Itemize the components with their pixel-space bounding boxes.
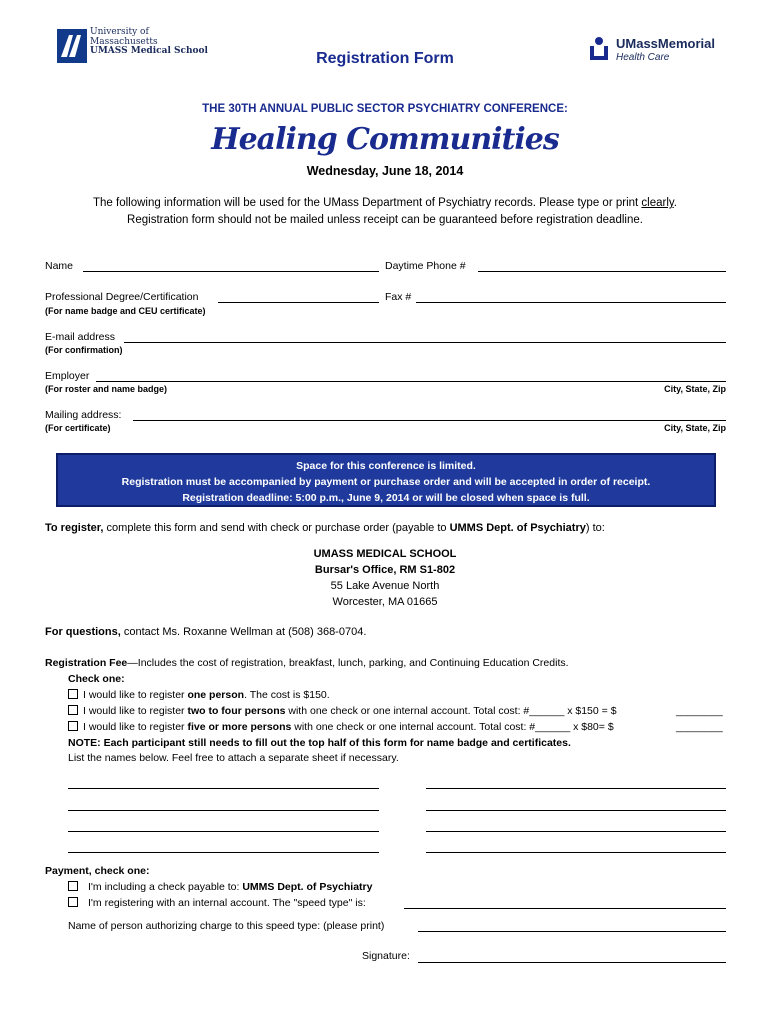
fee-option-bold: two to four persons: [187, 705, 286, 717]
degree-label: Professional Degree/Certification: [45, 291, 199, 303]
mailing-address-block: [0, 546, 770, 610]
umassmemorial-logo-line1: UMassMemorial: [616, 36, 715, 51]
fee-note: NOTE: Each participant still needs to fill out the top half of this form for name badge and certificates.: [68, 737, 571, 749]
participant-name-input[interactable]: [426, 788, 726, 789]
mailing-input[interactable]: [133, 420, 726, 421]
logo-line-1: University of: [90, 27, 149, 37]
notice-line-3: Registration deadline: 5:00 p.m., June 9, 2014 or will be closed when space is full.: [182, 492, 590, 504]
signature-label: Signature:: [362, 950, 410, 962]
participant-name-input[interactable]: [68, 831, 379, 832]
fax-label: Fax #: [385, 291, 412, 303]
address-line-4: Worcester, MA 01665: [332, 596, 438, 608]
fee-option-bold: one person: [187, 689, 245, 701]
degree-note: (For name badge and CEU certificate): [45, 306, 206, 316]
intro-period: .: [673, 197, 677, 209]
payment-internal-checkbox[interactable]: [68, 897, 78, 907]
intro-emphasis: clearly: [641, 197, 674, 209]
fee-option-text-end: with one check or one internal account. Total cost: #______ x $80= $: [291, 721, 614, 733]
register-text-end: ) to:: [585, 522, 605, 534]
fee-option-text: I would like to register: [83, 689, 188, 701]
email-note: (For confirmation): [45, 345, 123, 355]
register-lead: To register,: [45, 522, 104, 534]
conference-name: Healing Communities: [211, 122, 559, 157]
questions-text: contact Ms. Roxanne Wellman at (508) 368-0704.: [120, 626, 367, 638]
fee-list-instructions: List the names below. Feel free to attach a separate sheet if necessary.: [68, 752, 399, 764]
fax-input[interactable]: [416, 302, 726, 303]
participant-name-input[interactable]: [68, 788, 379, 789]
logo-line-2: Massachusetts: [90, 36, 158, 47]
payment-option-internal[interactable]: [68, 897, 366, 909]
participant-name-input[interactable]: [426, 852, 726, 853]
fee-lead: Registration Fee: [45, 657, 128, 669]
signature-input[interactable]: [418, 962, 726, 963]
email-input[interactable]: [124, 342, 726, 343]
fee-description: [45, 657, 569, 669]
payment-payee: UMMS Dept. of Psychiatry: [242, 881, 373, 893]
fee-option-bold: five or more persons: [187, 721, 292, 733]
register-text: complete this form and send with check or purchase order (payable to: [103, 522, 450, 534]
fee-option-three-checkbox[interactable]: [68, 721, 78, 731]
umassmemorial-logo-line2: Health Care: [616, 52, 670, 63]
fee-option-two[interactable]: [68, 705, 617, 717]
notice-line-2: Registration must be accompanied by payment or purchase order and will be accepted in order of receipt.: [121, 476, 651, 488]
fee-option-one-checkbox[interactable]: [68, 689, 78, 699]
conference-date: Wednesday, June 18, 2014: [306, 164, 464, 178]
fee-option-text-end: with one check or one internal account. Total cost: #______ x $150 = $: [285, 705, 617, 717]
questions-lead: For questions,: [45, 626, 121, 638]
questions-contact: [45, 626, 366, 638]
fee-option-text: I would like to register: [83, 721, 188, 733]
name-label: Name: [45, 260, 74, 272]
fee-text: —Includes the cost of registration, breakfast, lunch, parking, and Continuing Education Credits.: [127, 657, 569, 669]
fee-option-text-end: . The cost is $150.: [244, 689, 330, 701]
intro-text: The following information will be used for the UMass Department of Psychiatry records. Please type or print: [93, 197, 642, 209]
participant-name-input[interactable]: [426, 831, 726, 832]
daytime-phone-label: Daytime Phone #: [385, 260, 466, 272]
fee-option-two-total[interactable]: ________: [676, 705, 723, 717]
participant-name-input[interactable]: [68, 810, 379, 811]
authorizer-label: Name of person authorizing charge to this speed type: (please print): [68, 920, 385, 932]
employer-input[interactable]: [96, 381, 726, 382]
address-line-3: 55 Lake Avenue North: [330, 580, 440, 592]
authorizer-input[interactable]: [418, 931, 726, 932]
address-line-1: UMASS MEDICAL SCHOOL: [313, 548, 457, 560]
notice-box: [56, 453, 716, 507]
register-instructions: [45, 522, 605, 534]
email-label: E-mail address: [45, 331, 116, 343]
mailing-label: Mailing address:: [45, 409, 122, 421]
fee-option-three-total[interactable]: ________: [676, 721, 723, 733]
page-title: Registration Form: [316, 50, 454, 67]
name-input[interactable]: [83, 271, 379, 272]
intro-line-1: [0, 197, 770, 209]
payment-heading: Payment, check one:: [45, 865, 150, 877]
daytime-phone-input[interactable]: [478, 271, 726, 272]
logo-line-3: UMASS Medical School: [90, 46, 208, 56]
conference-subtitle: THE 30TH ANNUAL PUBLIC SECTOR PSYCHIATRY CONFERENCE:: [202, 103, 568, 115]
mailing-city-state-zip: City, State, Zip: [664, 423, 726, 433]
participant-name-input[interactable]: [68, 852, 379, 853]
umassmemorial-logo-icon: [588, 36, 610, 60]
employer-city-state-zip: City, State, Zip: [664, 384, 726, 394]
speed-type-input[interactable]: [404, 908, 726, 909]
employer-note: (For roster and name badge): [45, 384, 168, 394]
participant-name-input[interactable]: [426, 810, 726, 811]
fee-option-two-checkbox[interactable]: [68, 705, 78, 715]
payment-check-checkbox[interactable]: [68, 881, 78, 891]
payment-option-text: I'm registering with an internal account. The "speed type" is:: [88, 897, 366, 909]
address-line-2: Bursar's Office, RM S1-802: [314, 564, 456, 576]
fee-option-text: I would like to register: [83, 705, 188, 717]
intro-line-2: Registration form should not be mailed unless receipt can be guaranteed before registration deadline.: [127, 214, 643, 226]
payment-option-text: I'm including a check payable to:: [88, 881, 243, 893]
employer-label: Employer: [45, 370, 90, 382]
fee-option-one[interactable]: [68, 689, 330, 701]
register-payee: UMMS Dept. of Psychiatry: [449, 522, 586, 534]
mailing-note: (For certificate): [45, 423, 111, 433]
degree-input[interactable]: [218, 302, 379, 303]
fee-check-one: Check one:: [68, 673, 125, 685]
payment-option-check[interactable]: [68, 881, 372, 893]
notice-line-1: Space for this conference is limited.: [296, 460, 476, 472]
fee-option-three[interactable]: [68, 721, 614, 733]
